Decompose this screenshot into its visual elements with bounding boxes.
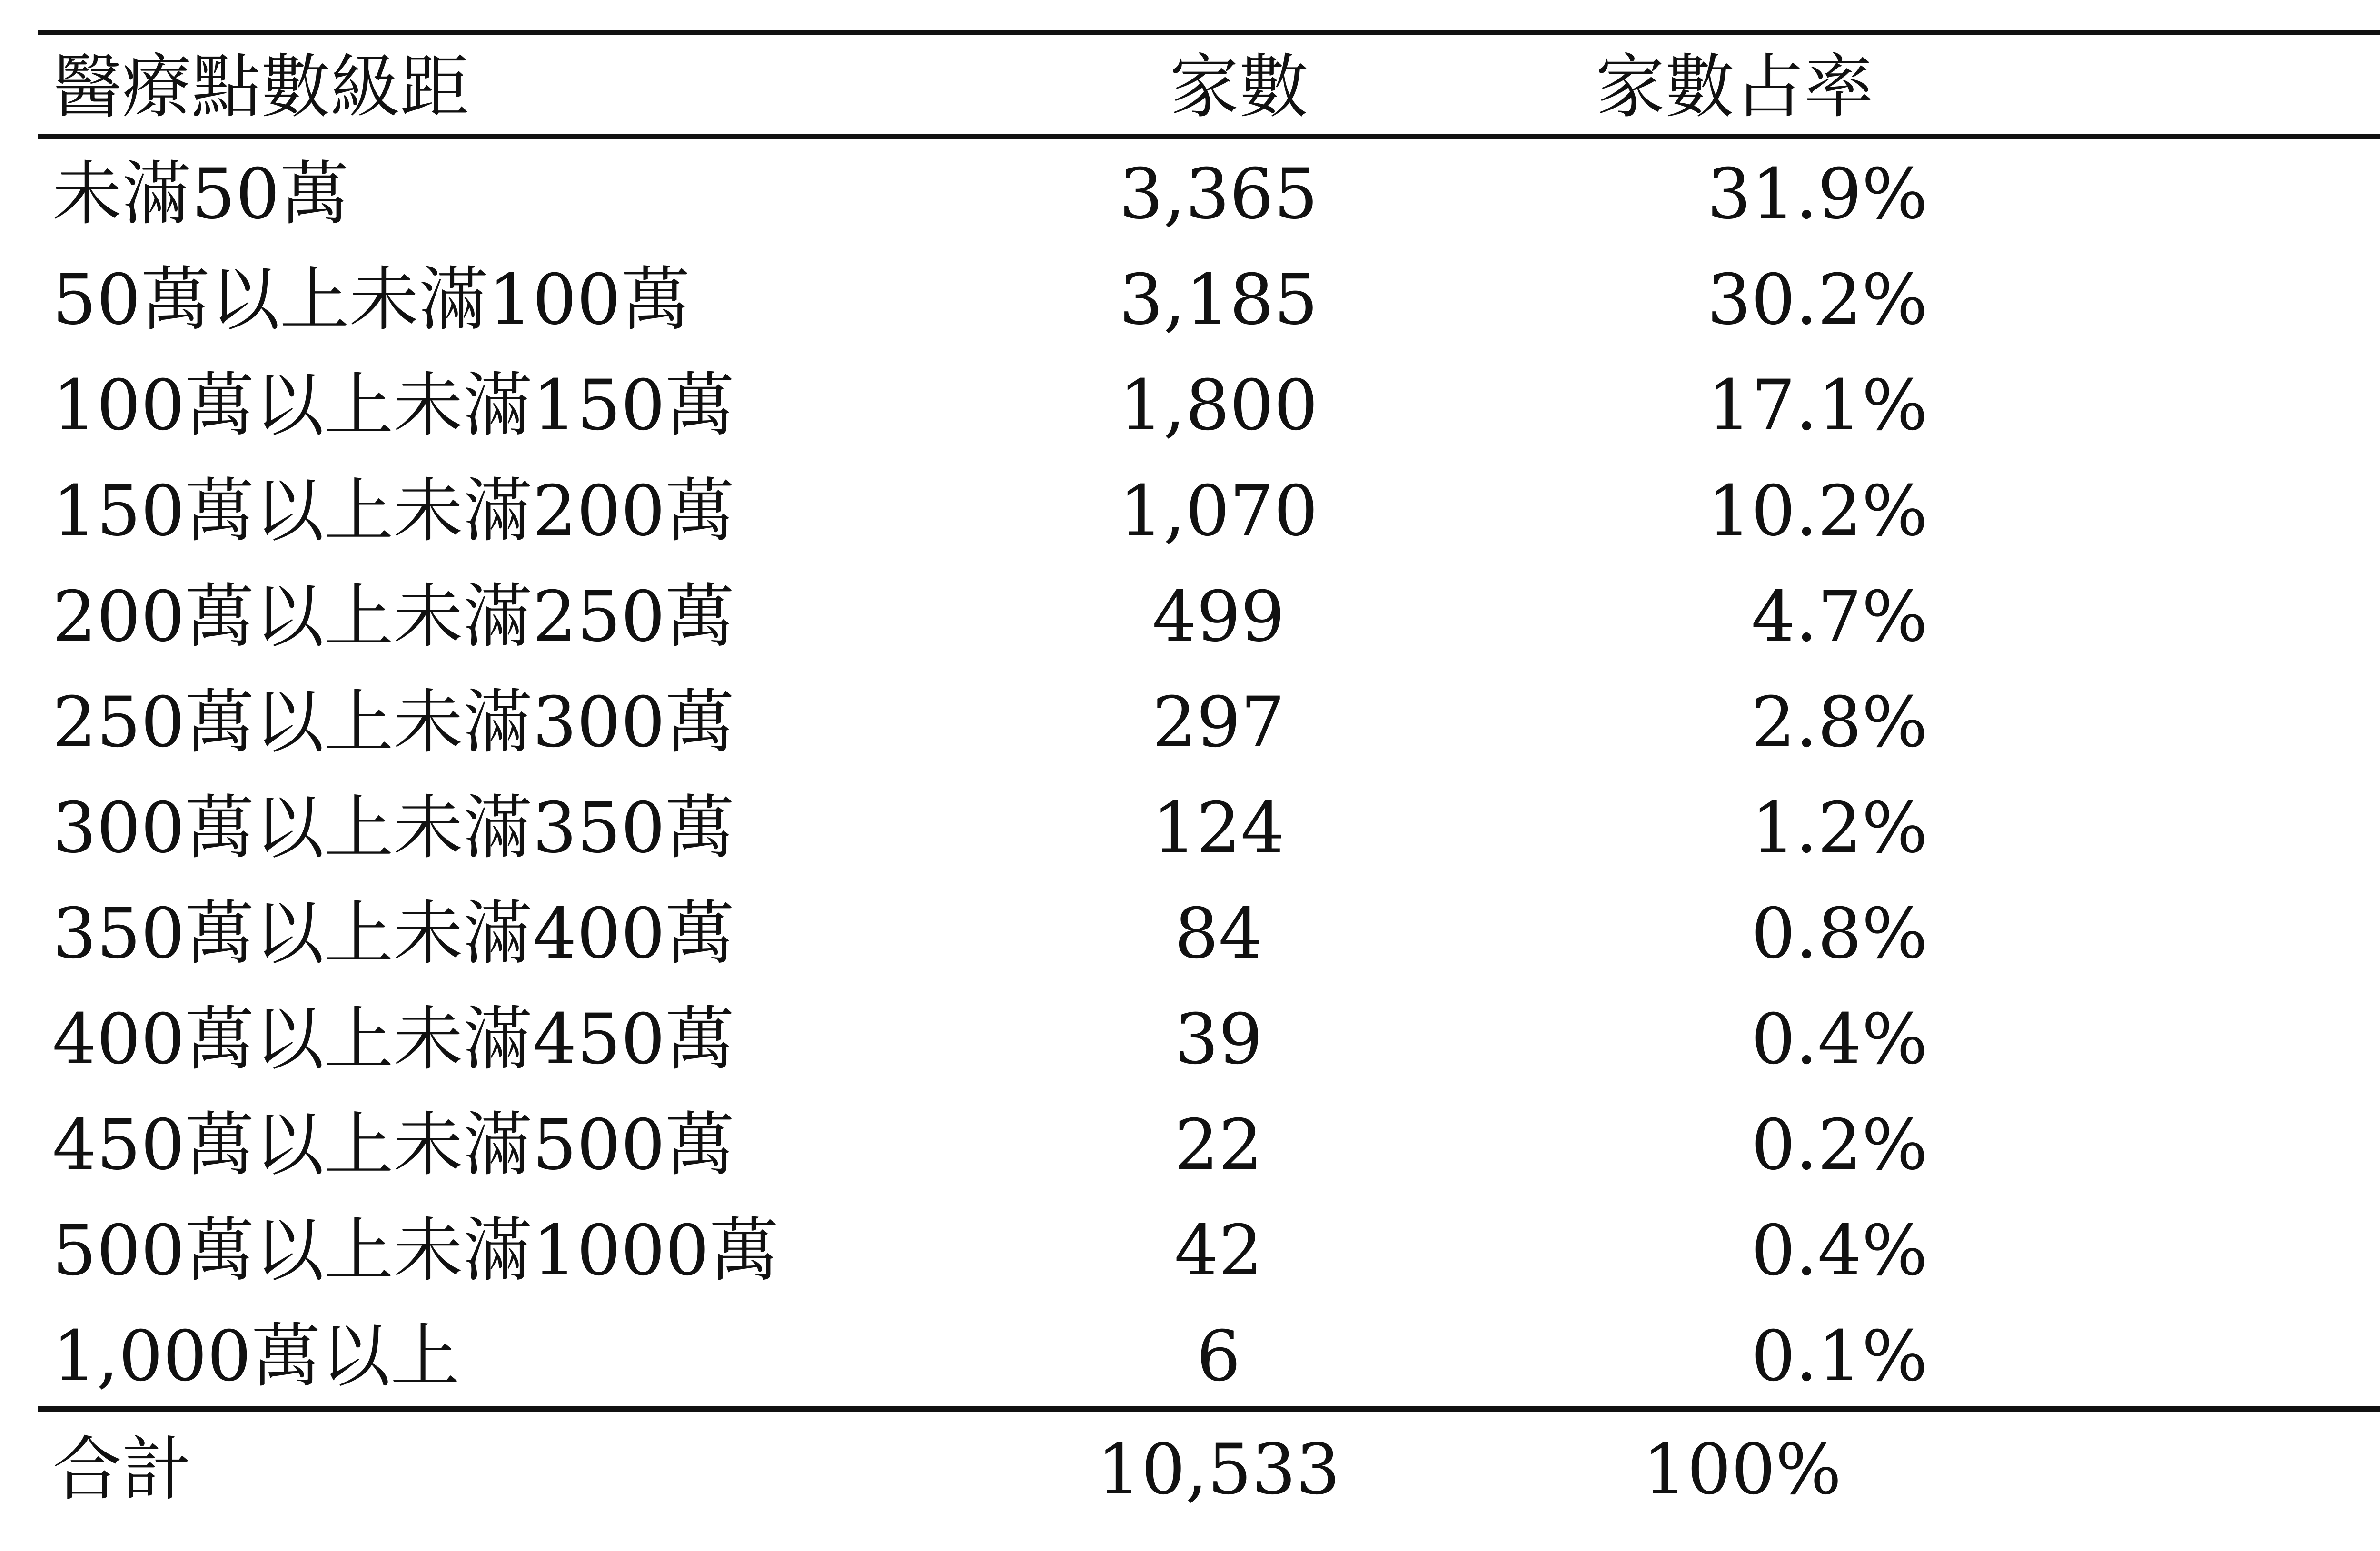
row-count: 84 — [1174, 893, 1263, 974]
row-range: 50萬以上未滿100萬 — [52, 259, 691, 340]
row-share: 30.2% — [1707, 259, 1928, 340]
row-count: 6 — [1196, 1316, 1241, 1397]
row-share: 0.4% — [1751, 999, 1928, 1080]
row-share: 0.1% — [1751, 1316, 1928, 1397]
total-count: 10,533 — [1097, 1429, 1340, 1510]
header-range: 醫療點數級距 — [52, 47, 469, 128]
total-label: 合計 — [52, 1429, 191, 1510]
row-count: 1,800 — [1119, 365, 1318, 446]
row-count: 1,070 — [1119, 471, 1318, 552]
row-share: 17.1% — [1707, 365, 1928, 446]
row-range: 450萬以上未滿500萬 — [52, 1105, 735, 1185]
row-share: 0.4% — [1751, 1210, 1928, 1291]
row-range: 200萬以上未滿250萬 — [52, 576, 735, 657]
row-count: 3,185 — [1119, 259, 1318, 340]
row-count: 297 — [1152, 682, 1285, 763]
header-count: 家數 — [1170, 47, 1309, 128]
row-share: 1.2% — [1751, 788, 1928, 869]
top-rule — [38, 30, 2380, 35]
row-count: 3,365 — [1119, 154, 1318, 235]
row-range: 150萬以上未滿200萬 — [52, 471, 735, 552]
row-share: 4.7% — [1751, 576, 1928, 657]
row-range: 500萬以上未滿1000萬 — [52, 1210, 779, 1291]
row-range: 100萬以上未滿150萬 — [52, 365, 735, 446]
row-range: 未滿50萬 — [52, 154, 349, 235]
row-share: 0.8% — [1751, 893, 1928, 974]
row-range: 1,000萬以上 — [52, 1316, 460, 1397]
row-count: 499 — [1152, 576, 1285, 657]
row-share: 2.8% — [1751, 682, 1928, 763]
header-rule — [38, 134, 2380, 139]
row-share: 0.2% — [1751, 1105, 1928, 1185]
row-share: 31.9% — [1707, 154, 1928, 235]
row-count: 124 — [1152, 788, 1285, 869]
row-range: 250萬以上未滿300萬 — [52, 682, 735, 763]
row-count: 42 — [1174, 1210, 1263, 1291]
row-range: 350萬以上未滿400萬 — [52, 893, 735, 974]
row-count: 22 — [1174, 1105, 1263, 1185]
header-share: 家數占率 — [1596, 47, 1874, 128]
total-rule — [38, 1406, 2380, 1412]
total-share: 100% — [1643, 1429, 1842, 1510]
row-share: 10.2% — [1707, 471, 1928, 552]
row-range: 400萬以上未滿450萬 — [52, 999, 735, 1080]
row-range: 300萬以上未滿350萬 — [52, 788, 735, 869]
row-count: 39 — [1174, 999, 1263, 1080]
